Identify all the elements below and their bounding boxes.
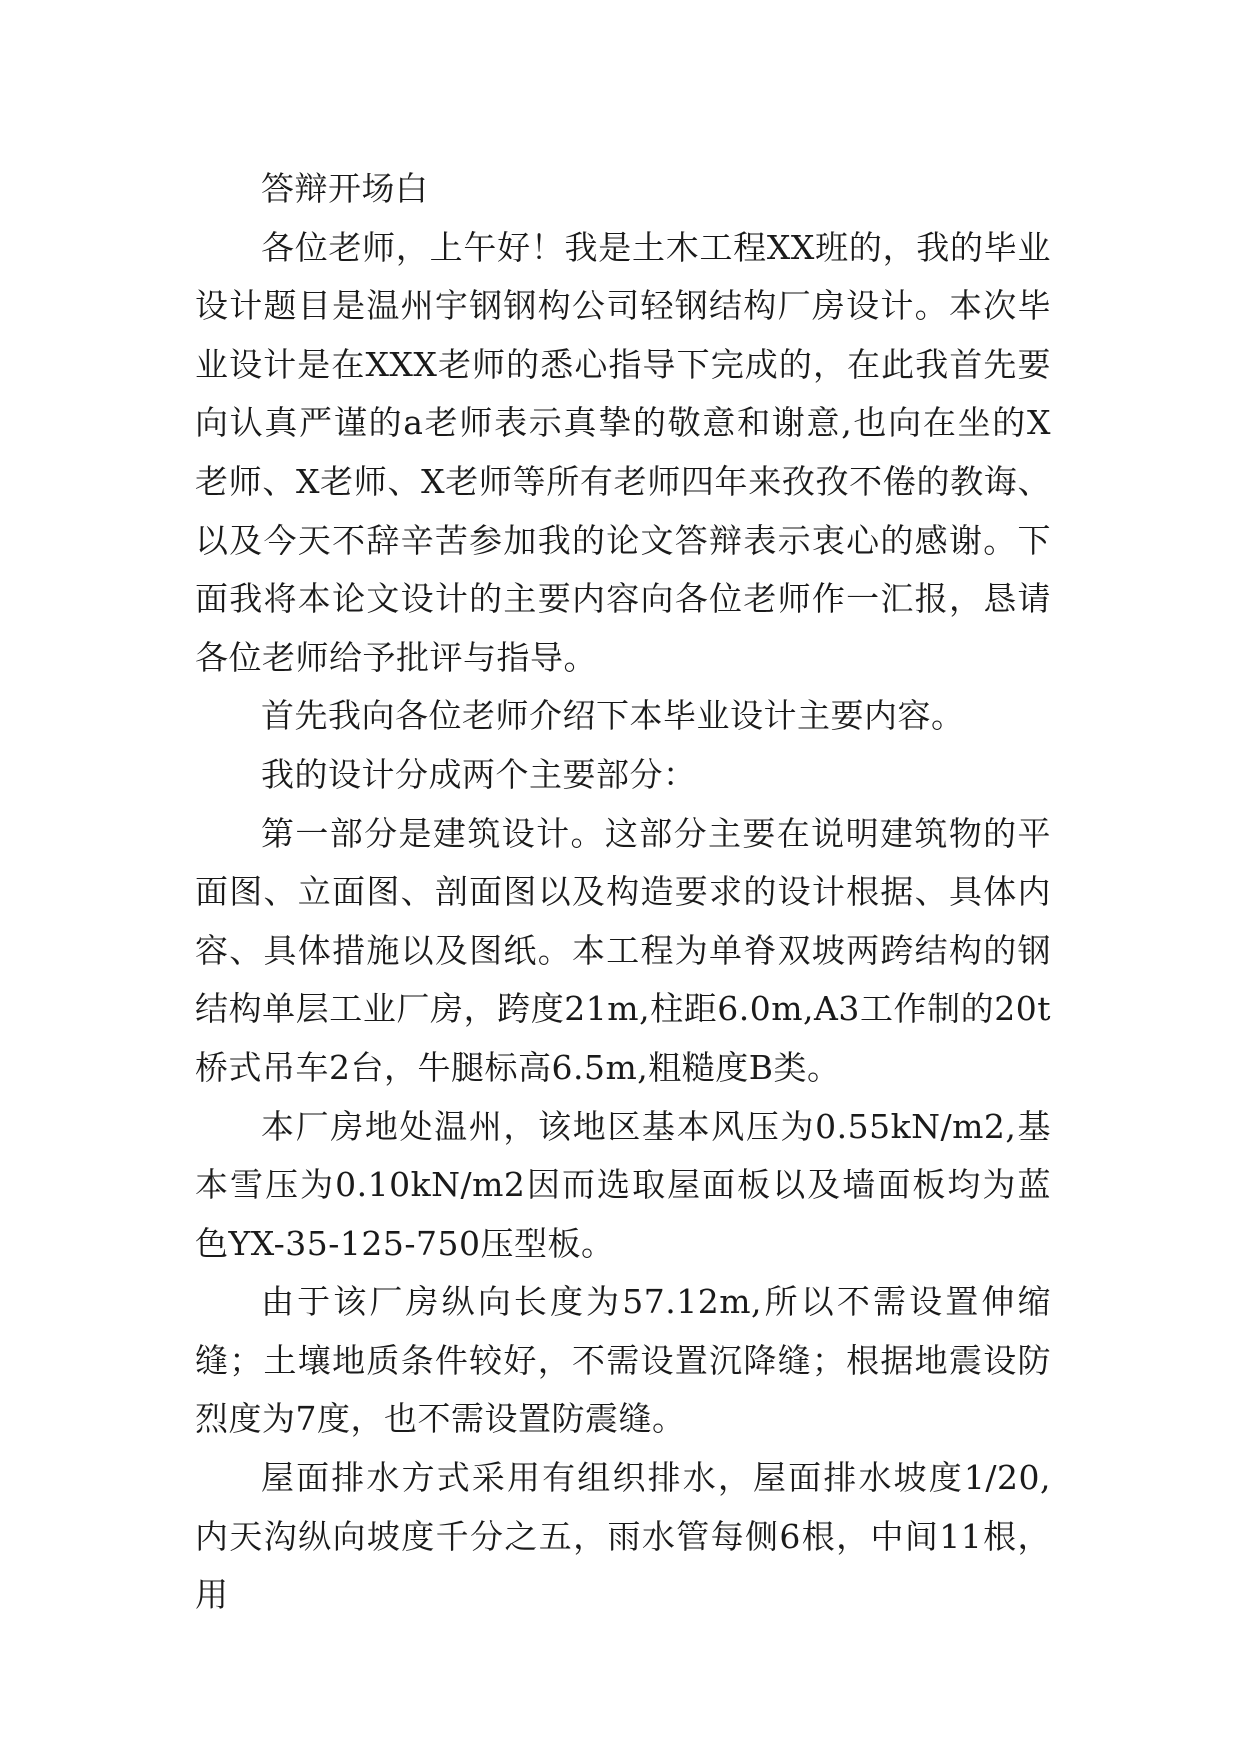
- paragraph-drainage: 屋面排水方式采用有组织排水，屋面排水坡度1/20,内天沟纵向坡度千分之五，雨水管每侧6根，中间11根，用: [195, 1458, 1051, 1615]
- paragraph-parts: 我的设计分成两个主要部分：: [261, 754, 697, 794]
- paragraph-architecture: 第一部分是建筑设计。这部分主要在说明建筑物的平面图、立面图、剖面图以及构造要求的设计根据、具体内容、具体措施以及图纸。本工程为单脊双坡两跨结构的钢结构单层工业厂房，跨度21m,柱距6.0m,A3工作制的20t桥式吊车2台，牛腿标高6.5m,粗糙度B类。: [195, 813, 1051, 1087]
- document-title: 答辩开场白: [261, 169, 429, 208]
- document-body: [195, 160, 1051, 1625]
- paragraph-greeting: 各位老师，上午好！我是土木工程XX班的，我的毕业设计题目是温州宇钢钢构公司轻钢结构厂房设计。本次毕业设计是在XXX老师的悉心指导下完成的，在此我首先要向认真严谨的a老师表示真挚的敬意和谢意,也向在坐的X老师、X老师、X老师等所有老师四年来孜孜不倦的教诲、以及今天不辞辛苦参加我的论文答辩表示衷心的感谢。下面我将本论文设计的主要内容向各位老师作一汇报，恳请各位老师给予批评与指导。: [195, 227, 1051, 677]
- paragraph-intro: 首先我向各位老师介绍下本毕业设计主要内容。: [261, 696, 965, 736]
- paragraph-wind-snow: 本厂房地处温州，该地区基本风压为0.55kN/m2,基本雪压为0.10kN/m2因而选取屋面板以及墙面板均为蓝色YX-35-125-750压型板。: [195, 1106, 1051, 1263]
- paragraph-joints: 由于该厂房纵向长度为57.12m,所以不需设置伸缩缝；土壤地质条件较好，不需设置沉降缝；根据地震设防烈度为7度，也不需设置防震缝。: [195, 1282, 1051, 1439]
